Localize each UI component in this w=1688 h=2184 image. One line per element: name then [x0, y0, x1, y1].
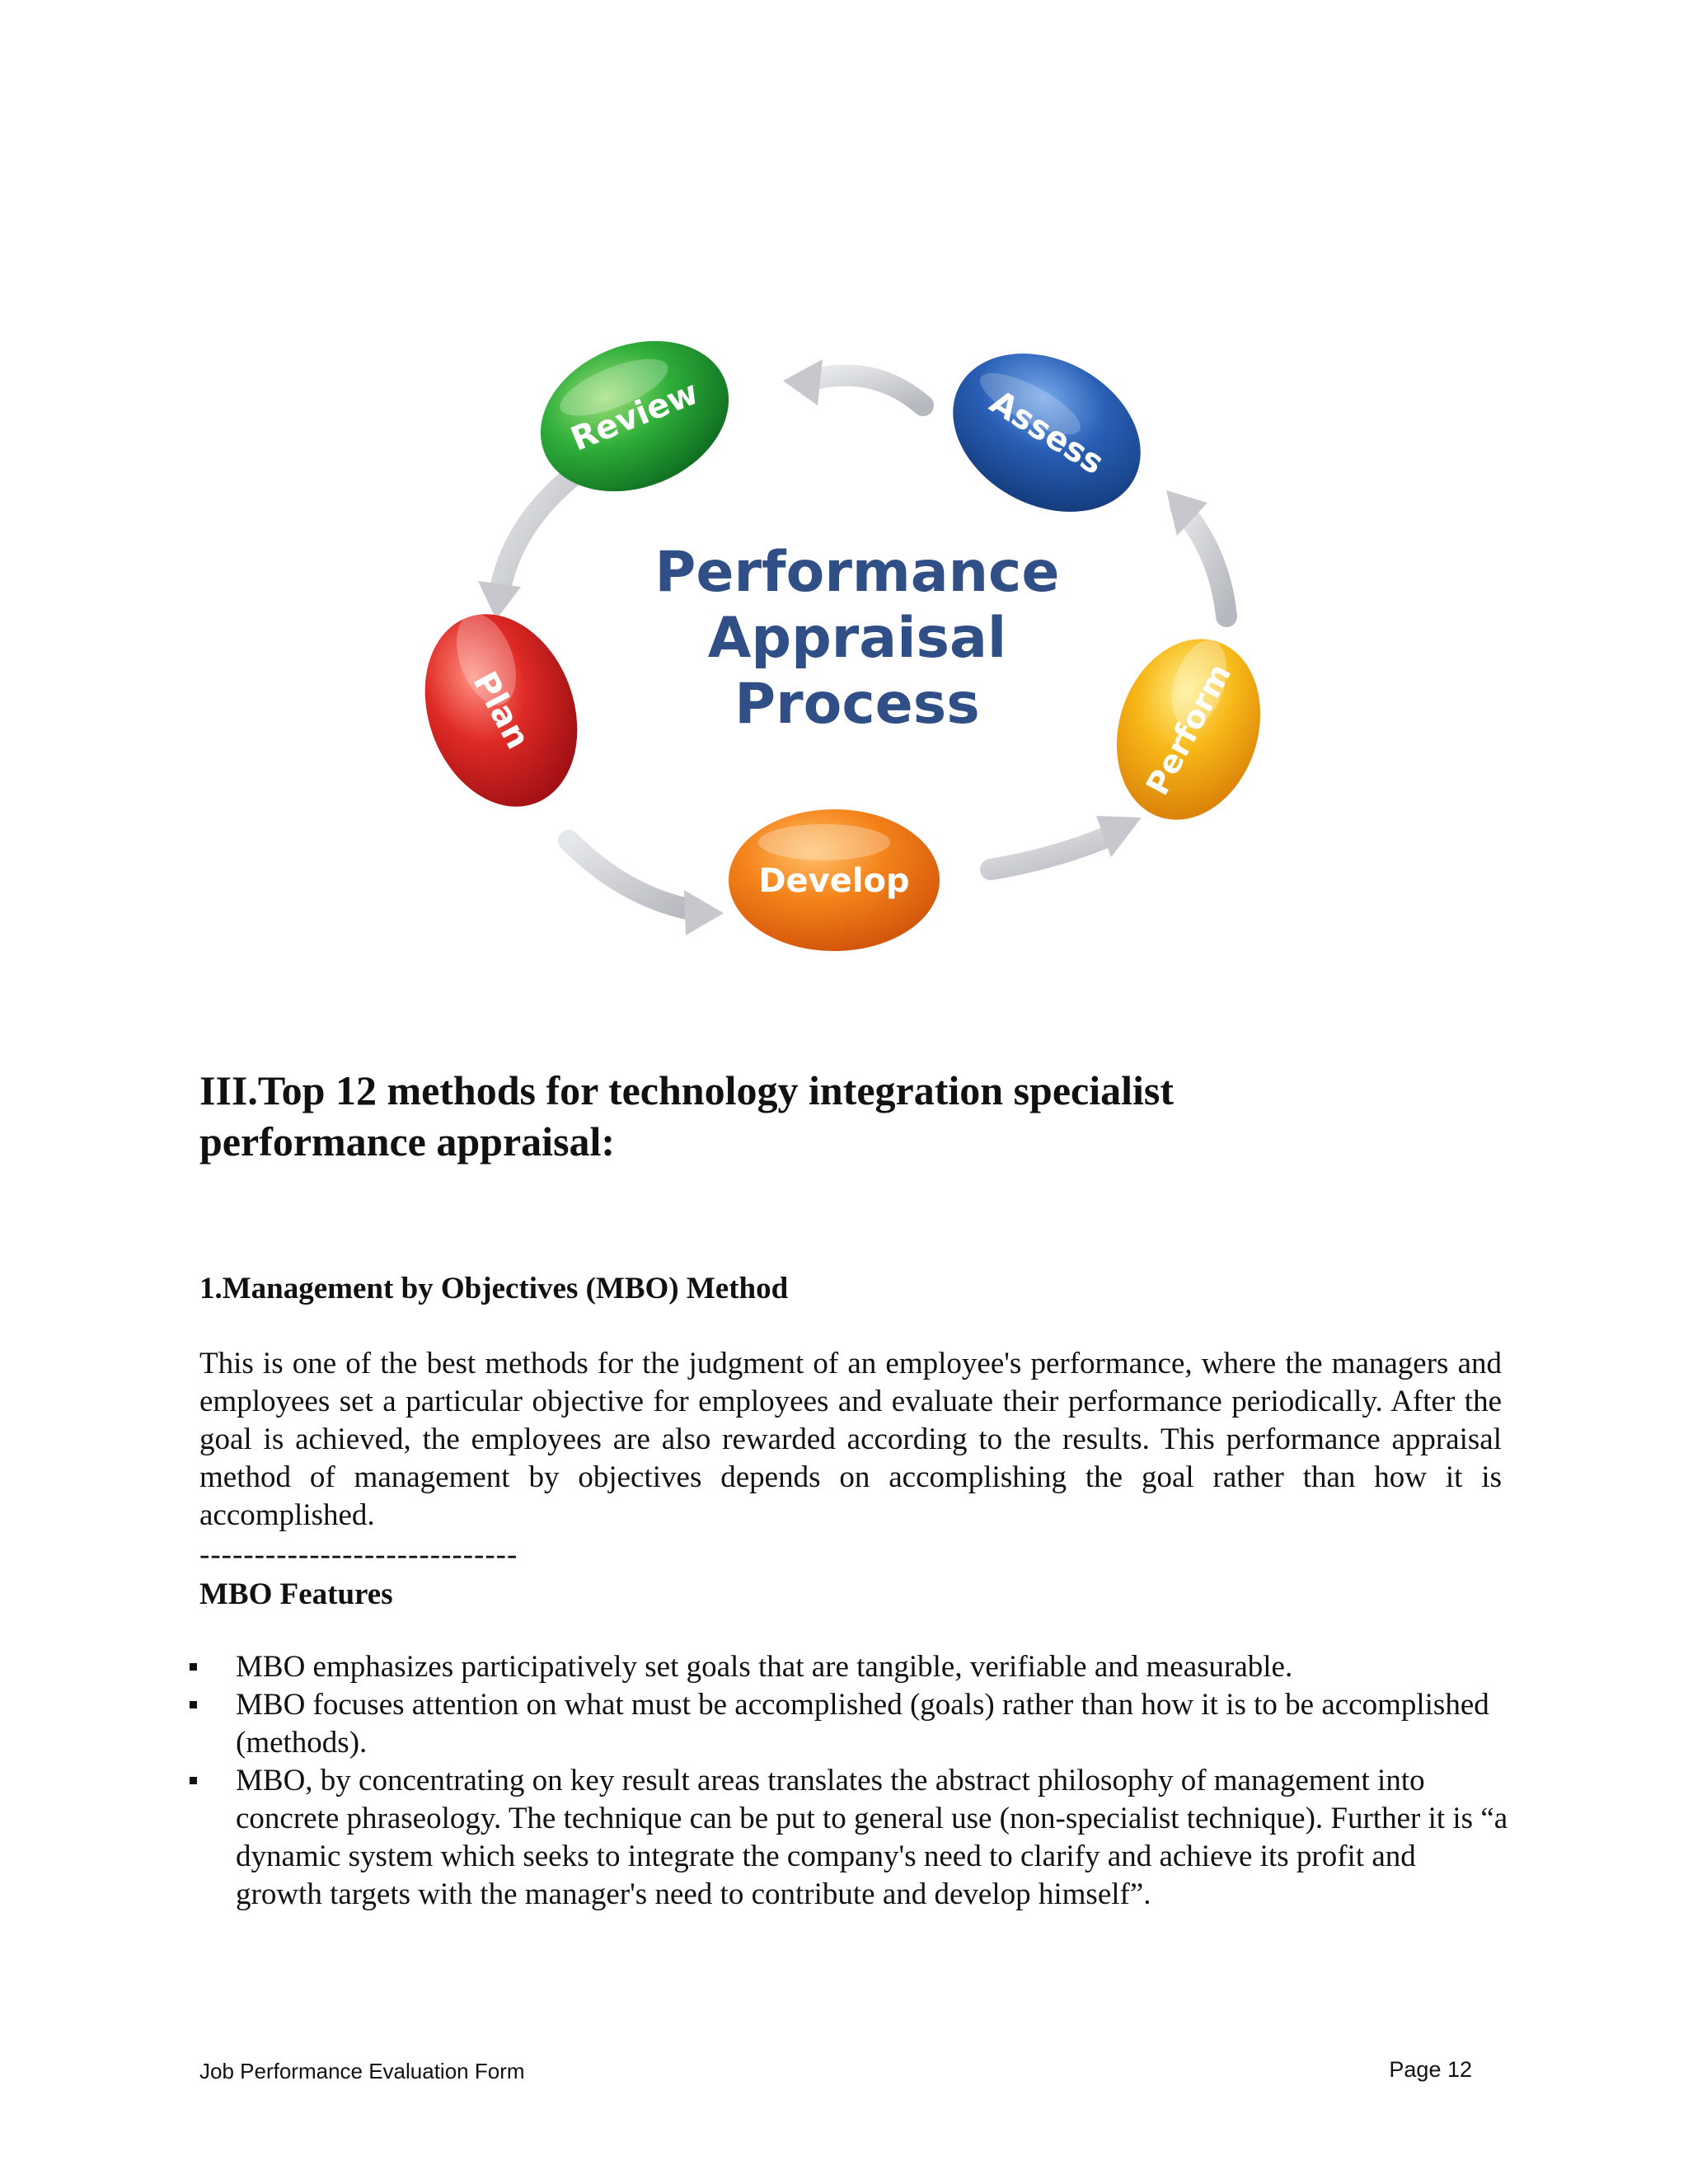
- square-bullet-icon: [190, 1663, 197, 1671]
- footer-page-number: Page 12: [1389, 2057, 1472, 2082]
- feature-item: [190, 1686, 1508, 1762]
- features-heading: MBO Features: [199, 1577, 393, 1611]
- section-heading-line-2: performance appraisal:: [199, 1118, 616, 1165]
- center-title-line-3: Process: [734, 672, 980, 737]
- arrow-perform-to-assess: [1166, 490, 1226, 616]
- square-bullet-icon: [190, 1777, 197, 1784]
- node-perform: [1095, 621, 1283, 839]
- feature-text: MBO, by concentrating on key result areas translates the abstract philosophy of management into concrete phraseology. The technique can be put to general use (non-specialist technique). Further it is “a dynamic system which seeks to integrate the company's need to clarify and achieve its profit and growth targets with the manager's need to contribute and develop himself”.: [236, 1764, 1508, 1911]
- arrow-develop-to-perform: [991, 816, 1142, 869]
- diagram-center-title: [610, 540, 1104, 738]
- node-assess-label: Assess: [982, 382, 1111, 483]
- arrow-assess-to-review: [783, 359, 923, 405]
- features-list: [190, 1648, 1508, 1914]
- footer-document-title: Job Performance Evaluation Form: [199, 2059, 525, 2083]
- center-title-line-2: Appraisal: [707, 606, 1007, 671]
- node-review-label: Review: [565, 373, 704, 459]
- feature-text: MBO emphasizes participatively set goals that are tangible, verifiable and measurable.: [236, 1650, 1293, 1684]
- node-develop: [729, 809, 940, 951]
- dashed-divider: -----------------------------: [199, 1538, 518, 1572]
- center-title-line-1: Performance: [654, 540, 1060, 605]
- method-heading: 1.Management by Objectives (MBO) Method: [199, 1272, 789, 1305]
- feature-text: MBO focuses attention on what must be accomplished (goals) rather than how it is to be accomplished (methods).: [236, 1688, 1489, 1760]
- arrow-plan-to-develop: [569, 841, 724, 935]
- feature-item: [190, 1762, 1508, 1914]
- node-develop-label: Develop: [758, 862, 910, 900]
- method-description: This is one of the best methods for the judgment of an employee's performance, where the managers and employees set a particular objective for employees and evaluate their performance periodically. After the goal is achieved, the employees are also rewarded according to the results. This performance appraisal method of management by objectives depends on accomplishing the goal rather than how it is accomplished.: [199, 1347, 1502, 1532]
- performance-appraisal-diagram: [396, 330, 1319, 972]
- feature-item: [190, 1648, 1508, 1686]
- node-assess: [926, 330, 1169, 543]
- node-perform-label: Perform: [1138, 658, 1239, 801]
- arrow-review-to-plan: [478, 478, 570, 620]
- node-plan-label: Plan: [465, 665, 537, 756]
- section-heading-line-1: III.Top 12 methods for technology integration specialist: [199, 1067, 1175, 1113]
- square-bullet-icon: [190, 1701, 197, 1708]
- section-heading: [199, 1065, 1518, 1167]
- node-plan: [399, 593, 603, 828]
